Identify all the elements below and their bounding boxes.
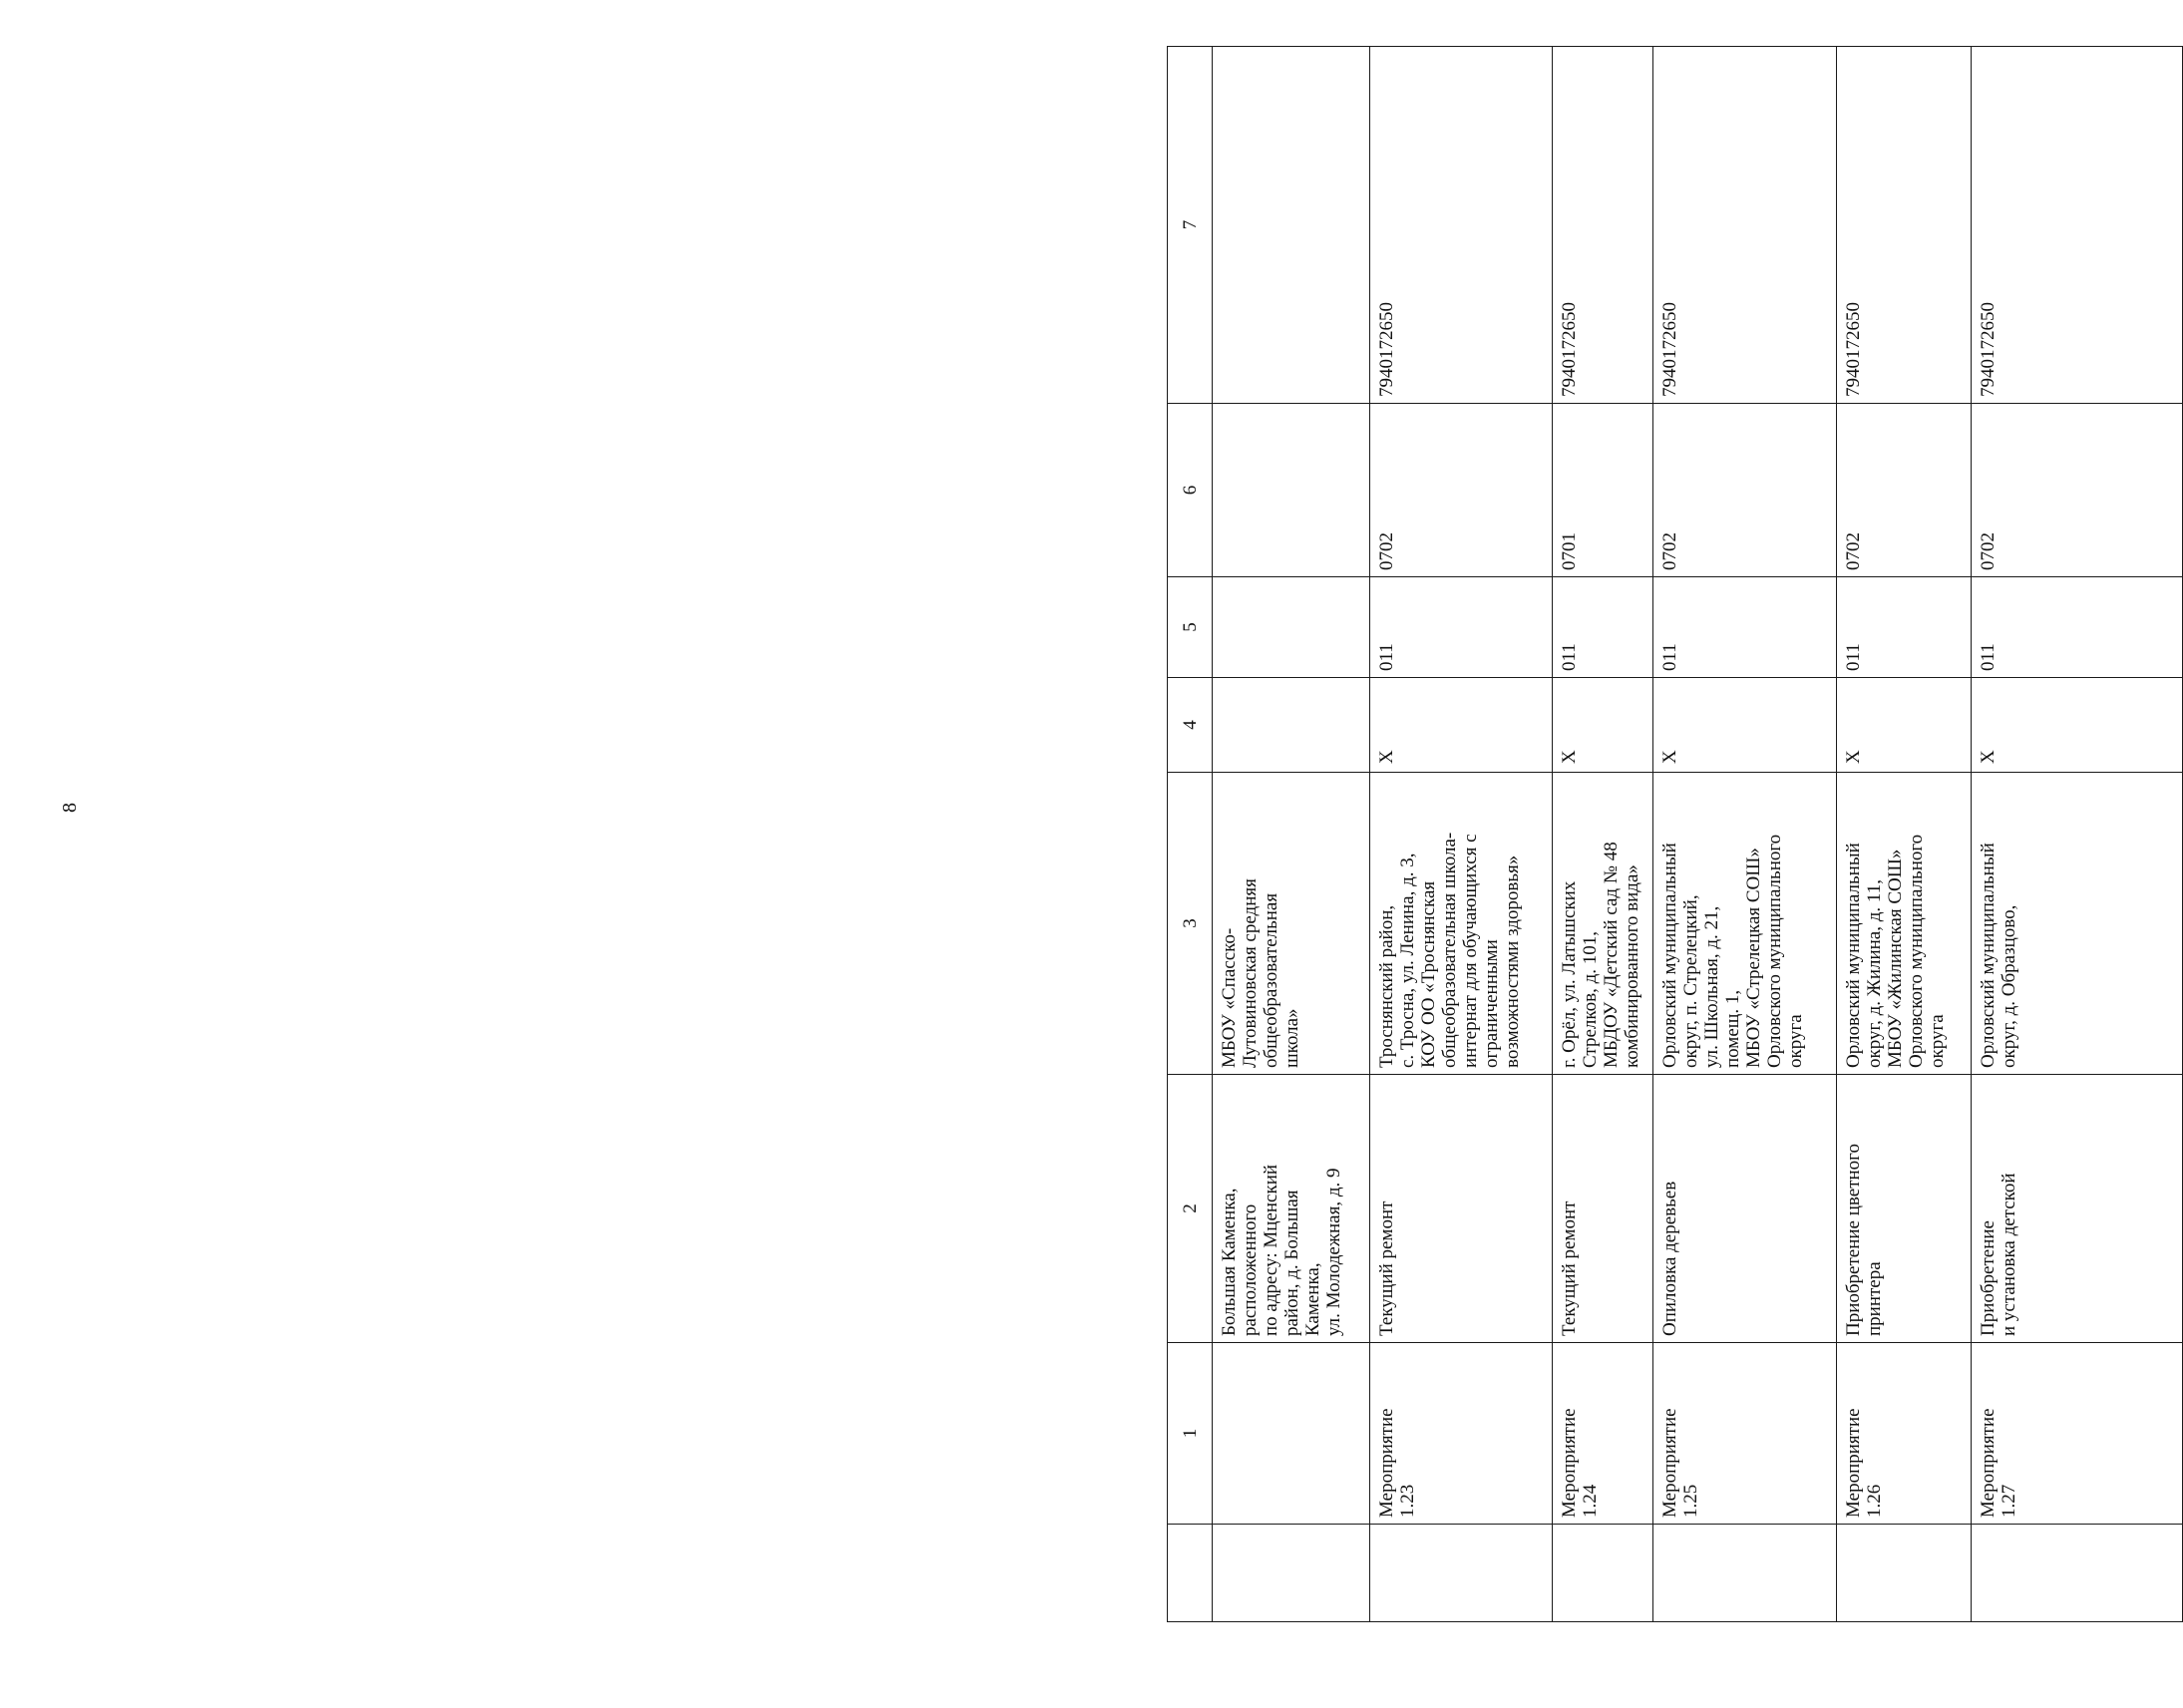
cell-col-3: X xyxy=(1972,678,2183,773)
cell-measure: Мероприятие 1.24 xyxy=(1553,1343,1653,1525)
header-col-3: 3 xyxy=(1168,773,1213,1075)
cell-description: Приобретение цветного принтера xyxy=(1837,1075,1972,1343)
cell-col-4: 011 xyxy=(1553,577,1653,678)
cell-address: г. Орёл, ул. Латышских Стрелков, д. 101, МБДОУ «Детский сад № 48 комбинированного вида» xyxy=(1553,773,1653,1075)
cell-col-5: 0702 xyxy=(1837,404,1972,577)
page-number: 8 xyxy=(59,803,81,813)
cell-col-3: X xyxy=(1653,678,1837,773)
table-row xyxy=(1972,47,2183,1622)
header-col-5: 5 xyxy=(1168,577,1213,678)
row-spacer xyxy=(1972,1525,2183,1622)
cell-address: Орловский муниципальный округ, д. Образцово, xyxy=(1972,773,2183,1075)
cell-col-3: X xyxy=(1837,678,1972,773)
cell-col-6: 7940172650 xyxy=(1553,47,1653,404)
header-row xyxy=(1168,47,1213,1622)
cell-col-5: 0701 xyxy=(1553,404,1653,577)
header-col-2: 2 xyxy=(1168,1075,1213,1343)
cell-measure xyxy=(1213,1343,1370,1525)
cell-description: Приобретение и установка детской xyxy=(1972,1075,2183,1343)
cell-col-3: X xyxy=(1553,678,1653,773)
cell-description: Текущий ремонт xyxy=(1370,1075,1553,1343)
cell-description: Опиловка деревьев xyxy=(1653,1075,1837,1343)
budget-table-wrapper xyxy=(1167,47,2182,1622)
table-row xyxy=(1653,47,1837,1622)
table-row xyxy=(1370,47,1553,1622)
cell-description: Текущий ремонт xyxy=(1553,1075,1653,1343)
cell-description: Большая Каменка, расположенного по адресу: Мценский район, д. Большая Каменка, ул. Молодежная, д. 9 xyxy=(1213,1075,1370,1343)
cell-col-6 xyxy=(1213,47,1370,404)
cell-col-5: 0702 xyxy=(1653,404,1837,577)
cell-address: Орловский муниципальный округ, п. Стрелецкий, ул. Школьная, д. 21, помещ. 1, МБОУ «Стрелецкая СОШ» Орловского муниципального округа xyxy=(1653,773,1837,1075)
cell-col-5: 0702 xyxy=(1972,404,2183,577)
row-spacer xyxy=(1837,1525,1972,1622)
cell-measure: Мероприятие 1.23 xyxy=(1370,1343,1553,1525)
cell-address: Орловский муниципальный округ, д. Жилина, д. 11, МБОУ «Жилинская СОШ» Орловского муниципального округа xyxy=(1837,773,1972,1075)
cell-col-4: 011 xyxy=(1653,577,1837,678)
cell-col-6: 7940172650 xyxy=(1972,47,2183,404)
cell-col-5: 0702 xyxy=(1370,404,1553,577)
cell-col-4: 011 xyxy=(1972,577,2183,678)
cell-measure: Мероприятие 1.26 xyxy=(1837,1343,1972,1525)
cell-col-6: 7940172650 xyxy=(1653,47,1837,404)
row-spacer xyxy=(1370,1525,1553,1622)
budget-table xyxy=(1167,46,2183,1622)
cell-col-4 xyxy=(1213,577,1370,678)
table-row xyxy=(1553,47,1653,1622)
table-row xyxy=(1837,47,1972,1622)
cell-col-3: X xyxy=(1370,678,1553,773)
cell-col-4: 011 xyxy=(1837,577,1972,678)
row-spacer xyxy=(1213,1525,1370,1622)
cell-col-6: 7940172650 xyxy=(1370,47,1553,404)
cell-measure: Мероприятие 1.27 xyxy=(1972,1343,2183,1525)
cell-address: Троснянский район, с. Тросна, ул. Ленина, д. 3, КОУ ОО «Троснянская общеобразовательная школа- интернат для обучающихся с ограниченными возможностями здоровья» xyxy=(1370,773,1553,1075)
header-col-4: 4 xyxy=(1168,678,1213,773)
cell-col-3 xyxy=(1213,678,1370,773)
cell-col-6: 7940172650 xyxy=(1837,47,1972,404)
header-col-7: 7 xyxy=(1168,47,1213,404)
cell-col-5 xyxy=(1213,404,1370,577)
header-col-6: 6 xyxy=(1168,404,1213,577)
table-row xyxy=(1213,47,1370,1622)
header-col-1: 1 xyxy=(1168,1343,1213,1525)
cell-address: МБОУ «Спасско- Лутовиновская средняя общеобразовательная школа» xyxy=(1213,773,1370,1075)
cell-measure: Мероприятие 1.25 xyxy=(1653,1343,1837,1525)
row-spacer xyxy=(1653,1525,1837,1622)
cell-col-4: 011 xyxy=(1370,577,1553,678)
header-spacer xyxy=(1168,1525,1213,1622)
row-spacer xyxy=(1553,1525,1653,1622)
